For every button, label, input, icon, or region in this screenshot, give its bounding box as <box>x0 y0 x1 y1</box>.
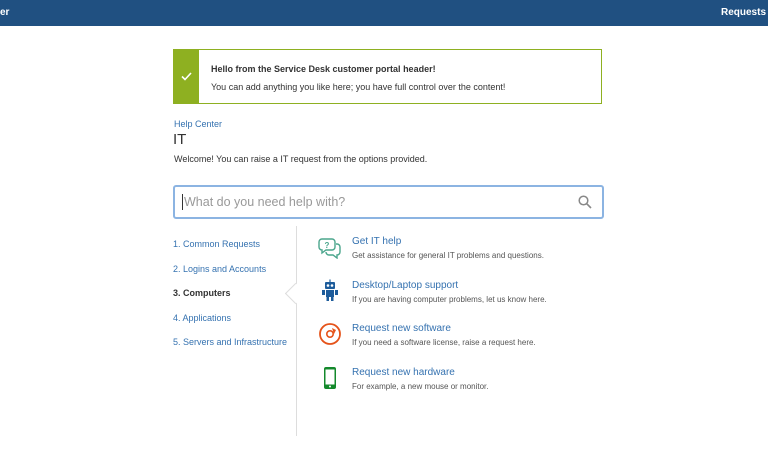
request-type-get-it-help[interactable] <box>318 236 618 266</box>
announcement-banner <box>173 49 602 104</box>
request-description: Get assistance for general IT problems and questions. <box>352 251 544 260</box>
request-type-desktop-support[interactable] <box>318 280 618 310</box>
request-title[interactable]: Desktop/Laptop support <box>352 280 459 291</box>
svg-text:?: ? <box>324 241 330 250</box>
requests-link[interactable]: Requests <box>720 7 766 18</box>
request-description: For example, a new mouse or monitor. <box>352 382 489 391</box>
request-type-new-hardware[interactable] <box>318 367 618 397</box>
request-group-nav <box>173 238 295 361</box>
nav-item-common-requests[interactable]: 1. Common Requests <box>173 239 261 249</box>
software-disc-icon <box>318 322 342 346</box>
request-description: If you need a software license, raise a request here. <box>352 338 536 347</box>
request-title[interactable]: Get IT help <box>352 236 402 247</box>
text-caret <box>182 194 183 210</box>
top-header-bar <box>0 0 768 26</box>
request-title[interactable]: Request new hardware <box>352 367 455 378</box>
nav-item-servers-infrastructure[interactable]: 5. Servers and Infrastructure <box>173 337 288 347</box>
chat-help-icon <box>318 235 342 259</box>
nav-divider <box>296 226 297 436</box>
header-title-fragment[interactable]: er <box>0 7 10 18</box>
breadcrumb-help-center[interactable]: Help Center <box>174 119 223 129</box>
check-icon <box>174 50 199 103</box>
search-box[interactable] <box>173 185 604 219</box>
request-description: If you are having computer problems, let us know here. <box>352 295 547 304</box>
banner-body: You can add anything you like here; you have full control over the content! <box>211 82 506 92</box>
search-placeholder[interactable]: What do you need help with? <box>184 195 346 209</box>
nav-item-applications[interactable]: 4. Applications <box>173 312 232 323</box>
request-type-new-software[interactable] <box>318 323 618 353</box>
banner-title: Hello from the Service Desk customer portal header! <box>211 64 436 74</box>
nav-item-computers[interactable]: 3. Computers <box>173 288 231 298</box>
request-title[interactable]: Request new software <box>352 323 451 334</box>
robot-icon <box>318 279 342 303</box>
page-title: IT <box>173 131 187 148</box>
nav-item-logins-accounts[interactable]: 2. Logins and Accounts <box>173 263 267 274</box>
welcome-text: Welcome! You can raise a IT request from the options provided. <box>174 154 428 164</box>
mobile-device-icon <box>318 366 342 390</box>
search-icon[interactable] <box>578 195 592 209</box>
